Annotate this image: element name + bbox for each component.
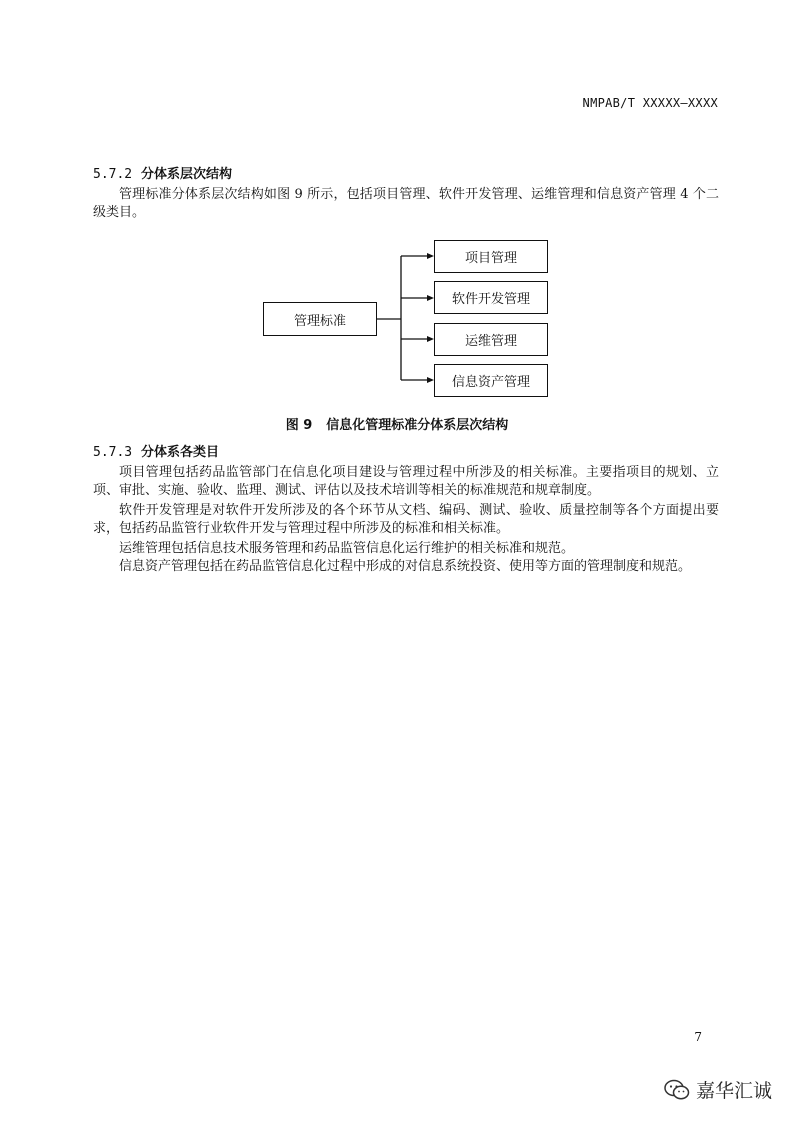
watermark-text: 嘉华汇诚 <box>695 1080 772 1102</box>
document-code: NMPAB/T XXXXX—XXXX <box>582 96 718 110</box>
page-number: 7 <box>694 1030 702 1044</box>
figure-label: 图 9 <box>285 418 313 433</box>
section-paragraph: 管理标准分体系层次结构如图 9 所示，包括项目管理、软件开发管理、运维管理和信息资产管理 4 个二级类目。 <box>93 187 719 220</box>
section-paragraph: 项目管理包括药品监管部门在信息化项目建设与管理过程中所涉及的相关标准。主要指项目的规划、立项、审批、实施、验收、监理、测试、评估以及技术培训等相关的标准规范和规章制度。 <box>93 465 719 498</box>
section-heading-5-7-3 <box>93 441 219 460</box>
diagram-child-node: 软件开发管理 <box>434 281 548 314</box>
diagram-child-node: 运维管理 <box>434 323 548 356</box>
diagram-child-node: 项目管理 <box>434 240 548 273</box>
section-title: 分体系各类目 <box>141 445 220 460</box>
diagram-root-node: 管理标准 <box>263 302 377 336</box>
section-paragraph: 运维管理包括信息技术服务管理和药品监管信息化运行维护的相关标准和规范。 <box>119 541 575 556</box>
figure-caption <box>0 414 794 433</box>
section-number: 5.7.2 <box>93 167 133 182</box>
figure-caption-text: 信息化管理标准分体系层次结构 <box>326 418 509 433</box>
section-title: 分体系层次结构 <box>141 167 233 182</box>
section-number: 5.7.3 <box>93 445 133 460</box>
watermark <box>664 1076 772 1103</box>
section-paragraph: 信息资产管理包括在药品监管信息化过程中形成的对信息系统投资、使用等方面的管理制度和规范。 <box>119 559 692 574</box>
diagram-child-node: 信息资产管理 <box>434 364 548 397</box>
wechat-icon <box>664 1079 690 1101</box>
section-paragraph: 软件开发管理是对软件开发所涉及的各个环节从文档、编码、测试、验收、质量控制等各个方面提出要求，包括药品监管行业软件开发与管理过程中所涉及的标准和相关标准。 <box>93 503 719 536</box>
